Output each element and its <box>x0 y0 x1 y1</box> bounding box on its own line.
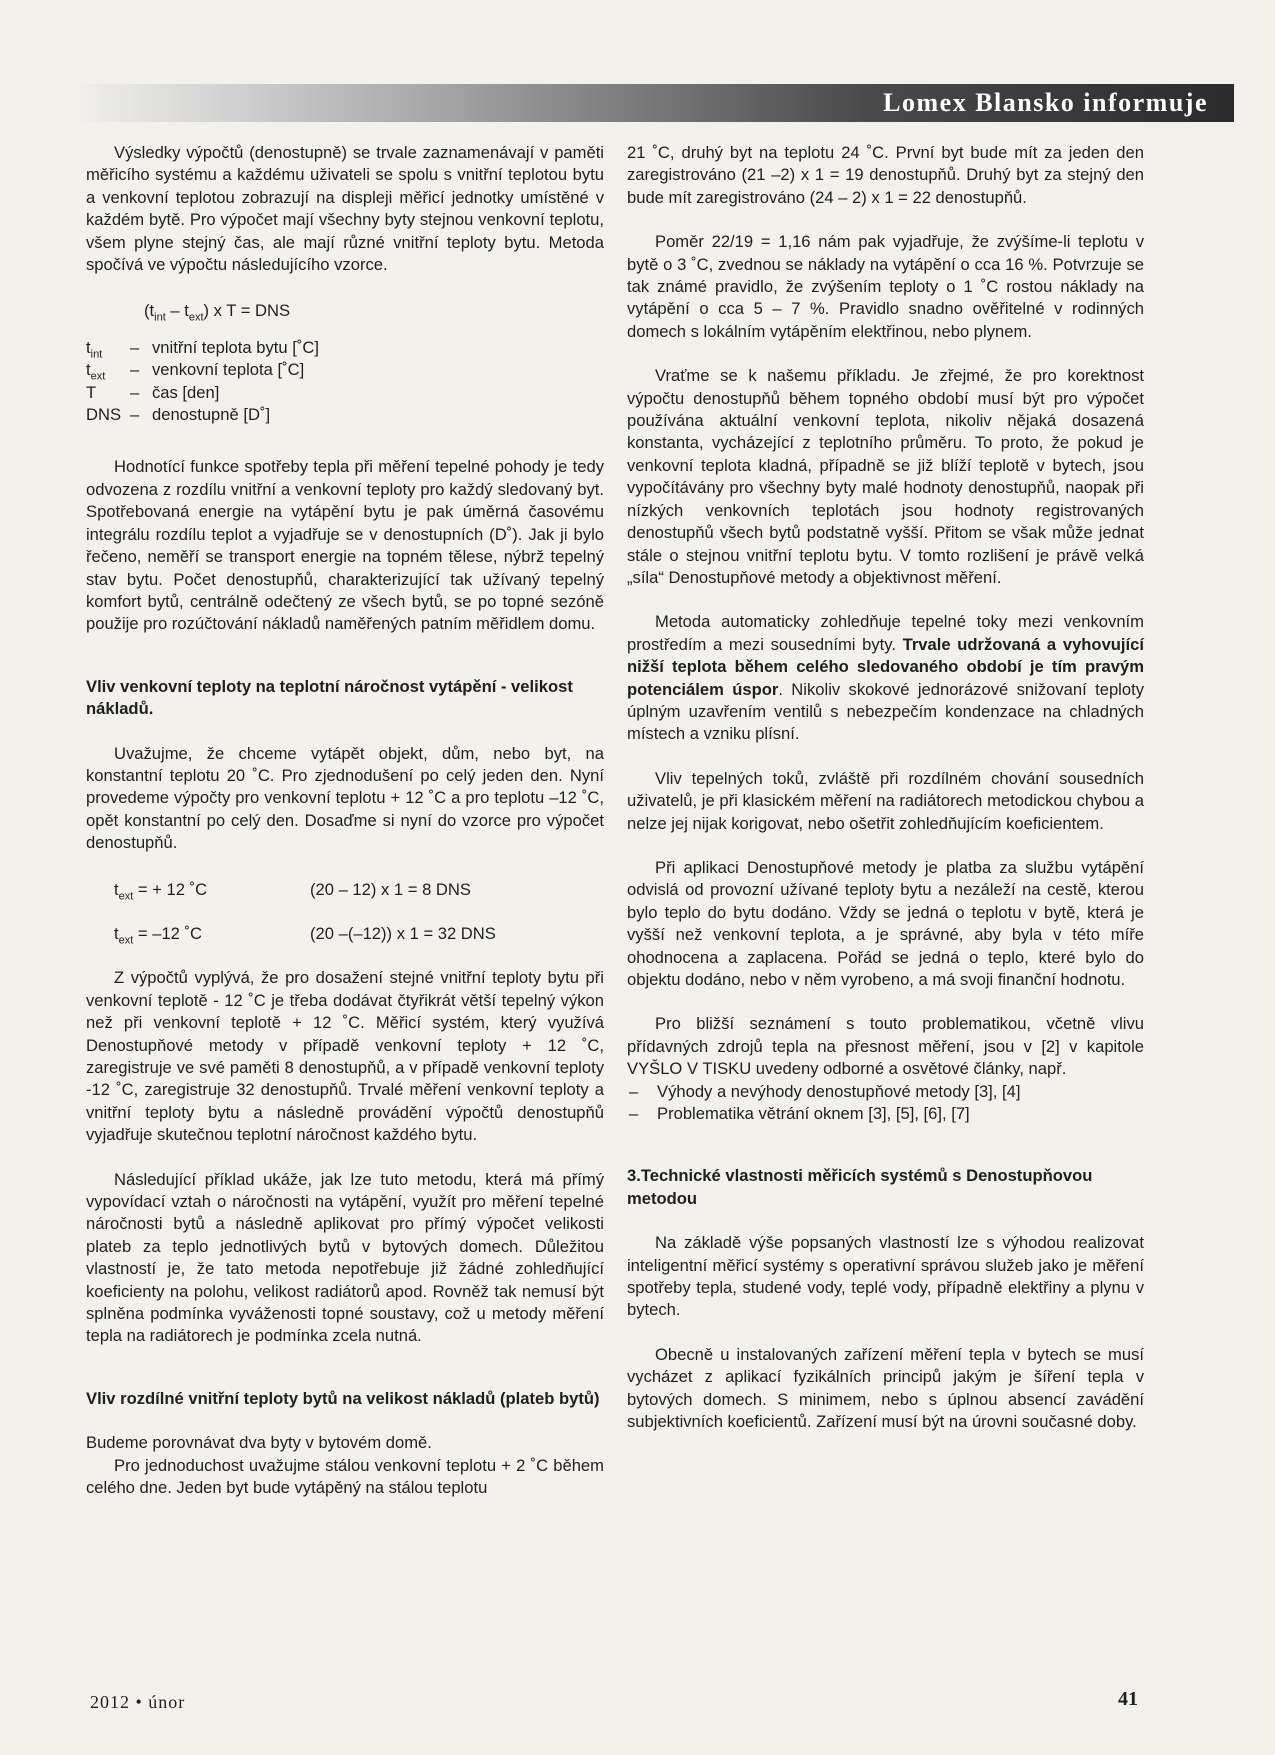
section-heading: Vliv rozdílné vnitřní teploty bytů na velikost nákladů (plateb bytů) <box>86 1388 600 1408</box>
definition-row: DNS – denostupně [D˚] <box>86 405 271 425</box>
paragraph: Poměr 22/19 = 1,16 nám pak vyjadřuje, že zvýšíme-li teplotu v bytě o 3 ˚C, zvednou se náklady na vytápění o cca 16 %. Potvrzuje se tak známé pravidlo, že zvýšením teploty o 1 ˚C rostou náklady na vytápění o cca 5 – 7 %. Pravidlo snadno ověřitelné v rodinných domech s lokálním vytápěním elektřinou, nebo plynem. <box>627 232 1144 341</box>
paragraph: Z výpočtů vyplývá, že pro dosažení stejné vnitřní teploty bytu při venkovní teplotě - 12 ˚C je třeba dodávat čtyřikrát větší tepelný výkon než při venkovní teplotě + 12 ˚C. Měřicí systém, který využívá Denostupňové metody v případě venkovní teploty + 12 ˚C, zaregistruje ve své paměti 8 denostupňů, a v případě venkovní teploty -12 ˚C, zaregistruje 32 denostupňů. Trvalé měření venkovní teploty a vnitřní teploty bytu a následně provádění výpočtů denostupňů vyjadřuje skutečnou teplotní náročnost každého bytu. <box>86 968 604 1145</box>
definition-row: $t_{ext}$ – venkovní teplota [˚C] <box>86 360 305 383</box>
section-header-bar <box>80 84 1234 122</box>
paragraph: Metoda automaticky zohledňuje tepelné toky mezi venkovním prostředím a mezi sousedními byty. Trvale udržovaná a vyhovující nižší teplota během celého sledovaného období je tím pravým potenciálem úspor. Nikoliv skokové jednorázové snižovaní teploty úplným uzavřením ventilů s nebezpečím kondenzace na chladných místech a vzniku plísní. <box>627 612 1144 744</box>
paragraph: Vraťme se k našemu příkladu. Je zřejmé, že pro korektnost výpočtu denostupňů během topného období musí být pro výpočet používána aktuální venkovní teplota, nikoliv nějaká dosazená konstanta, vycházející z teplotního průměru. To proto, že pokud je venkovní teplota kladná, případně se již blíží teplotě v bytech, jsou vypočítávány pro všechny byty malé hodnoty denostupňů, naopak při nízkých venkovních teplotách jsou hodnoty registrovaných denostupňů všech bytů podstatně vyšší. Přitom se však může jednat stále o stejnou vnitřní teplotu bytu. V tomto rozlišení je právě velká „síla“ Denostupňové metody a objektivnost měření. <box>627 366 1144 587</box>
paragraph: Pro jednoduchost uvažujme stálou venkovní teplotu + 2 ˚C během celého dne. Jeden byt bude vytápěný na stálou teplotu <box>86 1455 604 1498</box>
paragraph: Hodnotící funkce spotřeby tepla při měření tepelné pohody je tedy odvozena z rozdílu vnitřní a venkovní teploty pro každý sledovaný byt. Spotřebovaná energie na vytápění bytu je pak úměrná časovému integrálu rozdílu teplot a vyjadřuje se v denostupních (D˚). Jak ji bylo řečeno, neměří se transport energie na topném tělese, nýbrž tepelný stav bytu. Počet denostupňů, charakterizující tak užívaný tepelný komfort bytů, centrálně odečtený ze všech bytů, se po topné sezóně použije pro rozúčtování nákladů naměřených patním měřidlem domu. <box>86 457 604 634</box>
variable-definitions <box>86 337 319 427</box>
paragraph: 21 ˚C, druhý byt na teplotu 24 ˚C. První byt bude mít za jeden den zaregistrováno (21 –2) x 1 = 19 denostupňů. Druhý byt za stejný den bude mít zaregistrováno (24 – 2) x 1 = 22 denostupňů. <box>627 143 1144 207</box>
paragraph: Výsledky výpočtů (denostupně) se trvale zaznamenávají v paměti měřicího systému a každému uživateli se spolu s vnitřní teplotou bytu a venkovní teplotou zobrazují na displeji měřicí jednotky umístěné v každém bytě. Pro výpočet mají všechny byty stejnou venkovní teplotu, všem plyne stejný čas, ale mají různé vnitřní teploty bytu. Metoda spočívá ve výpočtu následujícího vzorce. <box>86 143 604 275</box>
list-item: – Problematika větrání oknem [3], [5], [6], [7] <box>627 1103 1144 1125</box>
definition-row: $t_{int}$ – vnitřní teplota bytu [˚C] <box>86 337 319 361</box>
paragraph: Následující příklad ukáže, jak lze tuto metodu, která má přímý vypovídací vztah o náročnosti na vytápění, využít pro měření tepelné náročnosti bytů a následně aplikovat pro přímý výpočet velikosti plateb za teplo jednotlivých bytů v bytových domech. Důležitou vlastností je, že tato metoda nepotřebuje již žádné zohledňující koeficienty na polohu, velikost radiátorů apod. Rovněž tak nemusí být splněna podmínka vyváženosti topné soustavy, což u metody měření tepla na radiátorech je podmínka zcela nutná. <box>86 1169 604 1346</box>
paragraph: Budeme porovnávat dva byty v bytovém domě. <box>86 1433 432 1453</box>
right-column <box>627 142 1144 1434</box>
example-row: $t_{ext}$ = + 12 ˚C (20 – 12) x 1 = 8 DNS <box>114 879 471 902</box>
paragraph: Na základě výše popsaných vlastností lze s výhodou realizovat inteligentní měřicí systémy s operativní správou služeb jako je měření spotřeby tepla, studené vody, teplé vody, případně elektřiny a plynu v bytech. <box>627 1233 1144 1320</box>
section-heading: 3.Technické vlastnosti měřicích systémů s Denostupňovou metodou <box>627 1166 1093 1208</box>
example-row: $t_{ext} = -12$ ˚C (20 –(–12)) x 1 = 32 DNS <box>114 923 496 947</box>
paragraph: Vliv tepelných toků, zvláště při rozdílném chování sousedních uživatelů, je při klasickém měření na radiátorech metodickou chybou a nelze jej nijak korigovat, nebo ošetřit zohledňujícím koeficientem. <box>627 768 1144 833</box>
reference-list <box>627 1081 1144 1126</box>
paragraph: Obecně u instalovaných zařízení měření tepla v bytech se musí vycházet z aplikací fyzikálních principů jakým je šíření tepla v bytových domech. S minimem, nebo s úplnou absencí zavádění subjektivních koeficientů. Zařízení musí být na úrovni současné doby. <box>627 1344 1144 1432</box>
page-number: 41 <box>1118 1688 1138 1710</box>
emphasis-text: Trvale udržovaná a vyhovující nižší teplota během celého sledovaného období je tím pravým potenciálem úspor <box>627 634 1144 699</box>
issue-date: 2012 • únor <box>90 1692 186 1712</box>
list-item: – Výhody a nevýhody denostupňové metody [3], [4] <box>627 1081 1144 1103</box>
left-column <box>86 142 604 1500</box>
paragraph: Při aplikaci Denostupňové metody je platba za službu vytápění odvislá od provozní užívané teploty bytu a nezáleží na cestě, kterou bylo teplo do bytu dodáno. Vždy se jedná o teplotu v bytě, která je vyšší než venkovní teplota, a je správné, aby byla v této míře ohodnocena a zaplacena. Pořád se jedná o teplo, které bylo do objektu dodáno, nebo v něm vyrobeno, a má svoji finanční hodnotu. <box>627 857 1144 989</box>
section-heading: Vliv venkovní teploty na teplotní náročnost vytápění - velikost nákladů. <box>86 676 573 719</box>
paragraph: Uvažujme, že chceme vytápět objekt, dům, nebo byt, na konstantní teplotu 20 ˚C. Pro zjednodušení po celý jeden den. Nyní provedeme výpočty pro venkovní teplotu + 12 ˚C a pro teplotu –12 ˚C, opět konstantní po celý den. Dosaďme si nyní do vzorce pro výpočet denostupňů. <box>86 743 604 853</box>
dns-formula: $(t_{int} - t_{ext})$ x T = DNS <box>144 301 291 324</box>
definition-row: T – čas [den] <box>86 382 220 402</box>
calculation-examples <box>114 879 496 946</box>
section-title: Lomex Blansko informuje <box>883 88 1208 117</box>
paragraph: Pro bližší seznámení s touto problematikou, včetně vlivu přídavných zdrojů tepla na přesnost měření, jsou v [2] v kapitole VYŠLO V TISKU uvedeny odborné a osvětové články, např. <box>627 1014 1144 1079</box>
